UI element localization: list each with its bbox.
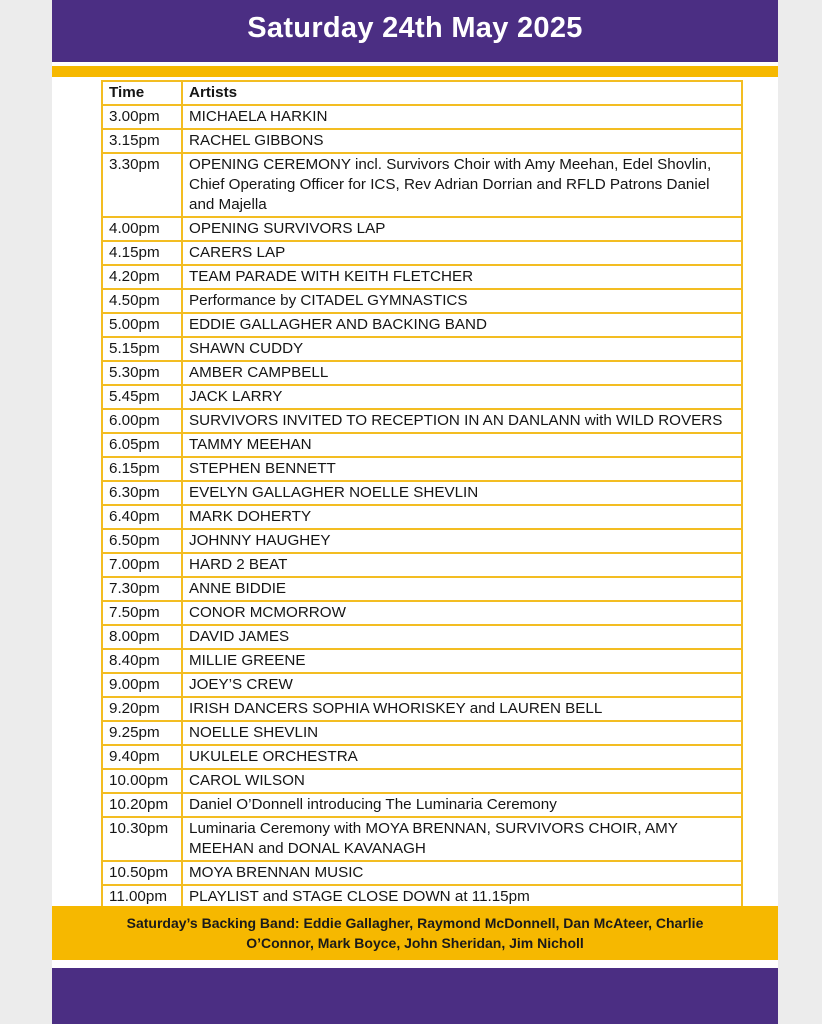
column-header-artists: Artists: [182, 81, 742, 105]
table-row: [102, 745, 742, 769]
table-row: [102, 217, 742, 241]
artist-cell: IRISH DANCERS SOPHIA WHORISKEY and LAUREN BELL: [182, 697, 742, 721]
table-row: [102, 793, 742, 817]
table-row: [102, 289, 742, 313]
time-cell: 6.50pm: [102, 529, 182, 553]
artist-cell: CAROL WILSON: [182, 769, 742, 793]
table-row: [102, 817, 742, 861]
header-stripe: [52, 66, 778, 77]
artist-cell: DAVID JAMES: [182, 625, 742, 649]
artist-cell: EVELYN GALLAGHER NOELLE SHEVLIN: [182, 481, 742, 505]
time-cell: 6.05pm: [102, 433, 182, 457]
artist-cell: SURVIVORS INVITED TO RECEPTION IN AN DANLANN with WILD ROVERS: [182, 409, 742, 433]
time-cell: 9.40pm: [102, 745, 182, 769]
time-cell: 3.30pm: [102, 153, 182, 217]
page-title: Saturday 24th May 2025: [247, 11, 583, 44]
table-row: [102, 505, 742, 529]
schedule-table: [101, 80, 743, 910]
backing-band-note: Saturday’s Backing Band: Eddie Gallagher, Raymond McDonnell, Dan McAteer, Charlie O’Connor, Mark Boyce, John Sheridan, Jim Nicholl: [126, 915, 704, 951]
time-cell: 5.00pm: [102, 313, 182, 337]
artist-cell: Luminaria Ceremony with MOYA BRENNAN, SURVIVORS CHOIR, AMY MEEHAN and DONAL KAVANAGH: [182, 817, 742, 861]
artist-cell: RACHEL GIBBONS: [182, 129, 742, 153]
time-cell: 6.15pm: [102, 457, 182, 481]
artist-cell: UKULELE ORCHESTRA: [182, 745, 742, 769]
time-cell: 8.00pm: [102, 625, 182, 649]
header-band: [52, 0, 778, 62]
time-cell: 9.25pm: [102, 721, 182, 745]
table-row: [102, 529, 742, 553]
table-row: [102, 769, 742, 793]
artist-cell: HARD 2 BEAT: [182, 553, 742, 577]
table-row: [102, 697, 742, 721]
footer-band: [52, 906, 778, 960]
time-cell: 4.15pm: [102, 241, 182, 265]
table-header-row: [102, 81, 742, 105]
table-row: [102, 433, 742, 457]
time-cell: 11.00pm: [102, 885, 182, 909]
table-row: [102, 337, 742, 361]
artist-cell: Performance by CITADEL GYMNASTICS: [182, 289, 742, 313]
artist-cell: TEAM PARADE WITH KEITH FLETCHER: [182, 265, 742, 289]
table-row: [102, 649, 742, 673]
time-cell: 10.20pm: [102, 793, 182, 817]
artist-cell: MILLIE GREENE: [182, 649, 742, 673]
time-cell: 6.30pm: [102, 481, 182, 505]
column-header-time: Time: [102, 81, 182, 105]
time-cell: 9.20pm: [102, 697, 182, 721]
time-cell: 6.40pm: [102, 505, 182, 529]
table-row: [102, 265, 742, 289]
table-row: [102, 409, 742, 433]
table-row: [102, 105, 742, 129]
artist-cell: OPENING CEREMONY incl. Survivors Choir with Amy Meehan, Edel Shovlin, Chief Operating Officer for ICS, Rev Adrian Dorrian and RFLD Patrons Daniel and Majella: [182, 153, 742, 217]
artist-cell: OPENING SURVIVORS LAP: [182, 217, 742, 241]
table-row: [102, 577, 742, 601]
artist-cell: AMBER CAMPBELL: [182, 361, 742, 385]
time-cell: 4.20pm: [102, 265, 182, 289]
time-cell: 3.15pm: [102, 129, 182, 153]
time-cell: 10.30pm: [102, 817, 182, 861]
artist-cell: ANNE BIDDIE: [182, 577, 742, 601]
artist-cell: CONOR MCMORROW: [182, 601, 742, 625]
bottom-band: [52, 968, 778, 1024]
table-row: [102, 673, 742, 697]
schedule-body: [102, 105, 742, 909]
time-cell: 5.45pm: [102, 385, 182, 409]
time-cell: 4.00pm: [102, 217, 182, 241]
table-row: [102, 361, 742, 385]
artist-cell: EDDIE GALLAGHER AND BACKING BAND: [182, 313, 742, 337]
table-row: [102, 129, 742, 153]
time-cell: 5.15pm: [102, 337, 182, 361]
artist-cell: MARK DOHERTY: [182, 505, 742, 529]
table-row: [102, 241, 742, 265]
table-row: [102, 625, 742, 649]
time-cell: 8.40pm: [102, 649, 182, 673]
time-cell: 7.30pm: [102, 577, 182, 601]
table-row: [102, 153, 742, 217]
time-cell: 10.00pm: [102, 769, 182, 793]
time-cell: 10.50pm: [102, 861, 182, 885]
time-cell: 9.00pm: [102, 673, 182, 697]
artist-cell: NOELLE SHEVLIN: [182, 721, 742, 745]
table-row: [102, 601, 742, 625]
time-cell: 7.50pm: [102, 601, 182, 625]
time-cell: 5.30pm: [102, 361, 182, 385]
artist-cell: CARERS LAP: [182, 241, 742, 265]
artist-cell: Daniel O’Donnell introducing The Luminaria Ceremony: [182, 793, 742, 817]
time-cell: 3.00pm: [102, 105, 182, 129]
artist-cell: JACK LARRY: [182, 385, 742, 409]
time-cell: 6.00pm: [102, 409, 182, 433]
artist-cell: JOHNNY HAUGHEY: [182, 529, 742, 553]
artist-cell: SHAWN CUDDY: [182, 337, 742, 361]
schedule-sheet: [52, 0, 778, 1024]
table-row: [102, 721, 742, 745]
artist-cell: MICHAELA HARKIN: [182, 105, 742, 129]
table-row: [102, 481, 742, 505]
artist-cell: JOEY’S CREW: [182, 673, 742, 697]
artist-cell: STEPHEN BENNETT: [182, 457, 742, 481]
table-row: [102, 457, 742, 481]
table-row: [102, 861, 742, 885]
artist-cell: TAMMY MEEHAN: [182, 433, 742, 457]
table-row: [102, 385, 742, 409]
artist-cell: MOYA BRENNAN MUSIC: [182, 861, 742, 885]
time-cell: 7.00pm: [102, 553, 182, 577]
table-row: [102, 313, 742, 337]
artist-cell: PLAYLIST and STAGE CLOSE DOWN at 11.15pm: [182, 885, 742, 909]
table-row: [102, 553, 742, 577]
time-cell: 4.50pm: [102, 289, 182, 313]
